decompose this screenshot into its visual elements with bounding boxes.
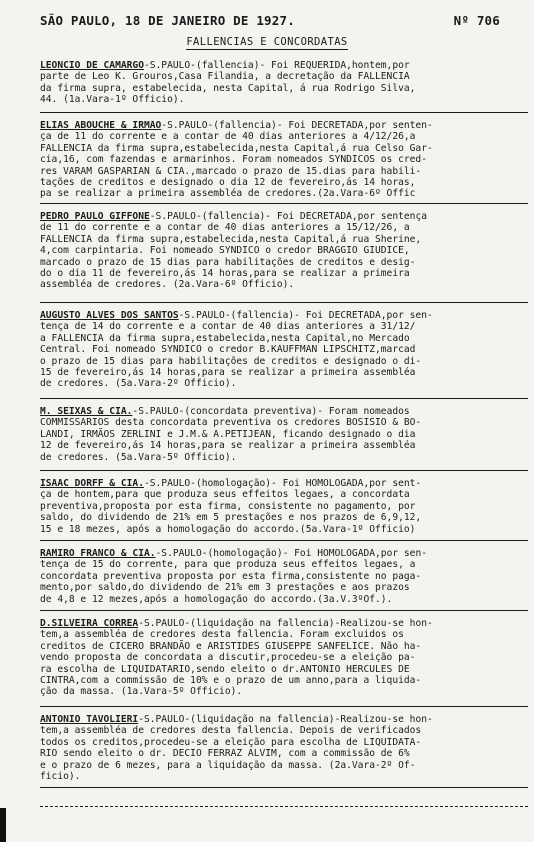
notice-entry	[40, 618, 525, 698]
notice-line: CINTRA,com a commissão de 10% e o prazo de um anno,para a liquida-	[40, 675, 422, 687]
notice-line: parte de Leo K. Grouros,Casa Filandia, a decretação da FALLENCIA	[40, 71, 410, 83]
notice-line: de credores. (5a.Vara-5º Officio).	[40, 451, 237, 463]
notice-line: tença de 14 do corrente e a contar de 40 dias anteriores a 31/12/	[40, 321, 416, 333]
notice-line: todos os creditos,procedeu-se a eleição para escolha de LIQUIDATA-	[40, 736, 422, 748]
notice-party-name: RAMIRO FRANCO & CIA.	[40, 548, 156, 559]
notice-party-name: M. SEIXAS & CIA.	[40, 406, 133, 417]
notice-line: FALLENCIA da firma supra,estabelecida,nesta Capital,á rua Celso Gar-	[40, 142, 433, 154]
separator-rule	[40, 302, 528, 303]
notice-line: creditos de CICERO BRANDÃO e ARISTIDES GIUSEPPE SANFELICE. Não ha-	[40, 640, 422, 652]
separator-rule	[40, 706, 528, 707]
notice-line: da firma supra, estabelecida, nesta Capital, á rua Rodrigo Silva,	[40, 82, 416, 94]
notice-party-name: ISAAC DORFF & CIA.	[40, 478, 144, 489]
notice-line-text: -S.PAULO-(concordata preventiva)- Foram nomeados	[132, 406, 410, 417]
notice-line-text: -S.PAULO-(fallencia)- Foi DECRETADA,por sen-	[178, 310, 433, 321]
separator-rule	[40, 806, 528, 807]
notice-line: pa se realizar a primeira assembléa de credores.(2a.Vara-6º Offic	[40, 188, 416, 200]
notice-party-name: ELIAS ABOUCHE & IRMÃO	[40, 120, 162, 131]
notice-entry	[40, 714, 525, 782]
notice-line: preventiva,proposta por esta firma, consistente no pagamento, por	[40, 500, 416, 512]
notice-party-name: LEONCIO DE CAMARGO	[40, 60, 144, 71]
notice-line-text: -S.PAULO-(fallencia)- Foi DECRETADA,por sentença	[149, 211, 427, 222]
notice-entry	[40, 478, 525, 535]
bulletin-date: SÃO PAULO, 18 DE JANEIRO DE 1927.	[40, 13, 295, 28]
notice-line: de 4,8 e 12 mezes,após a homologação do accordo.(3a.V.3ºOf.).	[40, 593, 393, 605]
notice-line: assembléa de credores. (2a.Vara-6º Officio).	[40, 279, 295, 291]
notice-line	[40, 548, 525, 559]
notice-line: tem,a assembléa de credores desta fallencia. Depois de verificados	[40, 725, 422, 737]
notice-line: de credores. (5a.Vara-2º Officio).	[40, 378, 237, 390]
separator-rule	[40, 112, 528, 113]
notice-party-name: ANTONIO TAVOLIERI	[40, 714, 139, 725]
notice-entry	[40, 548, 525, 605]
notice-line: saldo, do dividendo de 21% em 5 prestações e nos prazos de 6,9,12,	[40, 512, 422, 524]
section-title	[0, 36, 534, 48]
notice-party-name: AUGUSTO ALVES DOS SANTOS	[40, 310, 179, 321]
separator-rule	[40, 610, 528, 611]
notice-line: RIO sendo eleito o dr. DECIO FERRAZ ALVIM, com a commissão de 6%	[40, 748, 410, 760]
notice-party-name: D.SILVEIRA CORREA	[40, 618, 139, 629]
notice-line: de 11 do corrente e a contar de 40 dias anteriores a 15/12/26, a	[40, 222, 410, 234]
notice-line: ra escolha de LIQUIDATARIO,sendo eleito o dr.ANTONIO HERCULES DE	[40, 663, 410, 675]
notice-line	[40, 714, 525, 725]
notice-line	[40, 478, 525, 489]
notice-entry	[40, 406, 525, 463]
notice-line: ça de hontem,para que produza seus effeitos legaes, a concordata	[40, 489, 410, 501]
notice-line: COMMISSARIOS desta concordata preventiva os credores BOSISIO & BO-	[40, 417, 422, 429]
notice-line-text: -S.PAULO-(homologação)- Foi HOMOLOGADA,por sent-	[143, 478, 422, 489]
separator-rule	[40, 787, 528, 788]
notice-line	[40, 310, 525, 321]
notice-line	[40, 120, 525, 131]
notice-line: ção da massa. (1a.Vara-5º Officio).	[40, 686, 243, 698]
notice-line	[40, 406, 525, 417]
notice-line: marcado o prazo de 15 dias para habilitações de creditos e desig-	[40, 256, 416, 268]
notice-line: o prazo de 15 dias para habilitações de creditos e designado o di-	[40, 355, 422, 367]
notice-line: tações de creditos e designado o dia 12 de fevereiro,ás 14 horas,	[40, 177, 416, 189]
notice-line: res VARAM GASPARIAN & CIA.,marcado o prazo de 15.dias para habili-	[40, 165, 422, 177]
notice-line: 15 de fevereiro,ás 14 horas,para se realizar a primeira assembléa	[40, 367, 416, 379]
bulletin-number: Nº 706	[453, 13, 500, 28]
notice-line: FALLENCIA da firma supra,estabelecida,nesta Capital,á rua Sherine,	[40, 233, 422, 245]
notice-line-text: -S.PAULO-(fallencia)- Foi REQUERIDA,hontem,por	[143, 60, 410, 71]
notice-line: 44. (1a.Vara-1º Officio).	[40, 94, 185, 106]
notice-line: e o prazo de 6 mezes, para a liquidação da massa. (2a.Vara-2º Of-	[40, 759, 416, 771]
notice-line: 4,com carpintaria. Foi nomeado SYNDICO o credor BRAGGIO GIUDICE,	[40, 245, 410, 257]
notice-entry	[40, 60, 525, 106]
notice-line	[40, 618, 525, 629]
notice-line-text: -S.PAULO-(homologação)- Foi HOMOLOGADA,por sen-	[155, 548, 427, 559]
notice-line: do o dia 11 de fevereiro,ás 14 horas,para se realizar a primeira	[40, 268, 410, 280]
notice-line: 12 de fevereiro,ás 14 horas,para se realizar a primeira assembléa	[40, 440, 416, 452]
separator-rule	[40, 398, 528, 399]
notice-line: Central. Foi nomeado SYNDICO o credor B.KAUFFMAN LIPSCHITZ,marcad	[40, 344, 416, 356]
notice-line: tença de 15 do corrente, para que produza seus effeitos legaes, a	[40, 559, 416, 571]
notice-entry	[40, 211, 525, 291]
notice-party-name: PEDRO PAULO GIFFONE	[40, 211, 150, 222]
notice-line: a FALLENCIA da firma supra,estabelecida,nesta Capital,no Mercado	[40, 332, 410, 344]
separator-rule	[40, 203, 528, 204]
notice-line: vendo proposta de concordata a discutir,procedeu-se a eleição pa-	[40, 652, 416, 664]
notice-line: LANDI, IRMÃOS ZERLINI e J.M.& A.PETIJEAN, ficando designado o dia	[40, 428, 416, 440]
notice-line	[40, 211, 525, 222]
notice-entry	[40, 310, 525, 390]
notice-line: concordata preventiva proposta por esta firma,consistente no paga-	[40, 570, 422, 582]
separator-rule	[40, 470, 528, 471]
binding-edge-mark	[0, 808, 6, 842]
notice-entry	[40, 120, 525, 200]
notice-line	[40, 60, 525, 71]
section-title-text: FALLENCIAS E CONCORDATAS	[186, 36, 348, 48]
notice-line: cia,16, com fazendas e armarinhos. Foram nomeados SYNDICOS os cred-	[40, 154, 427, 166]
notice-line: 15 e 18 mezes, após a homologação do accordo.(5a.Vara-1º Officio)	[40, 523, 416, 535]
notice-line: tem,a assembléa de credores desta fallencia. Foram excluidos os	[40, 629, 404, 641]
notice-line: ficio).	[40, 771, 81, 783]
notice-line-text: -S.PAULO-(fallencia)- Foi DECRETADA,por senten-	[161, 120, 433, 131]
notice-line: ça de 11 do corrente e a contar de 40 dias anteriores a 4/12/26,a	[40, 131, 416, 143]
notice-line: mento,por saldo,do dividendo de 21% em 3 prestações e aos prazos	[40, 582, 410, 594]
separator-rule	[40, 540, 528, 541]
notice-line-text: -S.PAULO-(liquidação na fallencia)-Realizou-se hon-	[138, 618, 433, 629]
notice-line-text: -S.PAULO-(liquidação na fallencia)-Realizou-se hon-	[138, 714, 433, 725]
